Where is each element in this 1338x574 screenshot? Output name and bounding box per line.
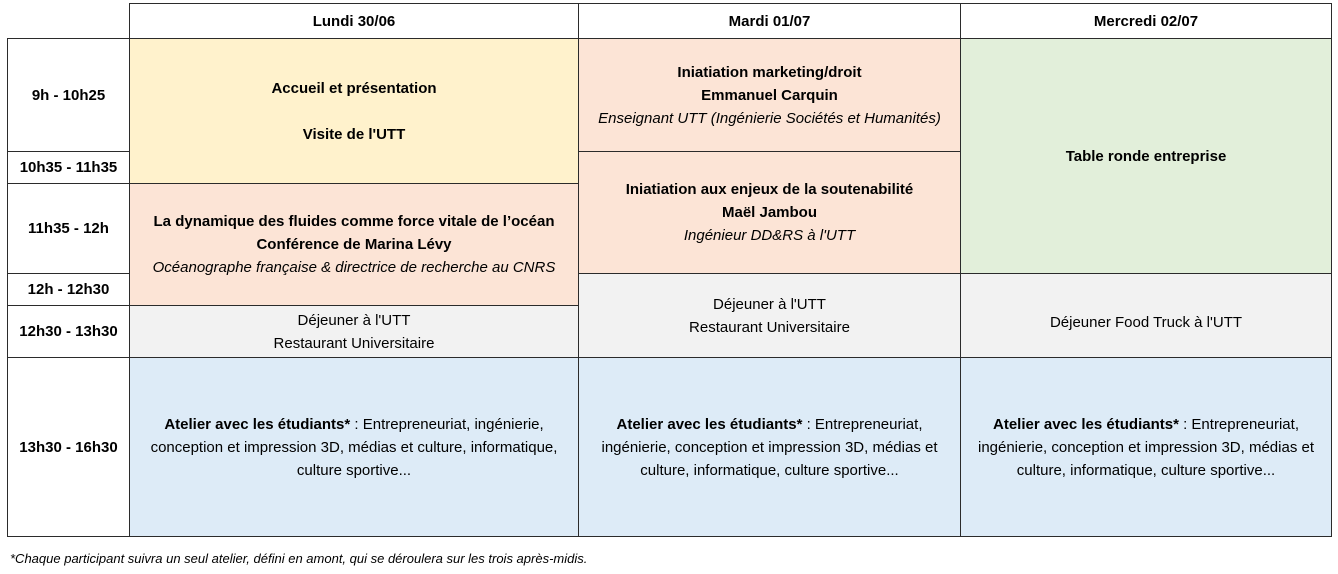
session-marketing bbox=[578, 38, 961, 152]
workshop-topics: : Entrepreneuriat, ingénierie, conception et impression 3D, médias et culture, informatique, culture sportive... bbox=[601, 415, 938, 479]
session-role: Enseignant UTT (Ingénierie Sociétés et Humanités) bbox=[598, 109, 941, 127]
lunch-line: Déjeuner à l'UTT bbox=[713, 295, 826, 313]
footnote: *Chaque participant suivra un seul atelier, défini en amont, qui se déroulera sur les trois après-midis. bbox=[10, 551, 588, 566]
session-lunch-tuesday bbox=[578, 273, 961, 358]
session-lunch-wednesday bbox=[960, 273, 1332, 358]
header-day-tuesday bbox=[578, 3, 961, 39]
day-label: Mardi 01/07 bbox=[728, 12, 811, 30]
lunch-line: Restaurant Universitaire bbox=[689, 318, 850, 336]
time-slot: 9h - 10h25 bbox=[7, 38, 130, 152]
session-welcome bbox=[129, 38, 579, 184]
session-role: Océanographe française & directrice de recherche au CNRS bbox=[152, 259, 556, 276]
workshop-text bbox=[579, 413, 960, 482]
time-slot: 10h35 - 11h35 bbox=[7, 151, 130, 184]
lunch-line: Déjeuner à l'UTT bbox=[297, 311, 411, 329]
session-workshop-wednesday bbox=[960, 357, 1332, 537]
session-title: Visite de l'UTT bbox=[302, 125, 406, 143]
session-title: La dynamique des fluides comme force vitale de l’océan bbox=[153, 213, 555, 230]
workshop-label: Atelier avec les étudiants* bbox=[616, 415, 803, 433]
lunch-line: Restaurant Universitaire bbox=[273, 334, 435, 352]
session-role: Ingénieur DD&RS à l'UTT bbox=[683, 227, 856, 244]
workshop-label: Atelier avec les étudiants* bbox=[993, 415, 1179, 433]
header-day-wednesday bbox=[960, 3, 1332, 39]
session-title: Iniatiation marketing/droit bbox=[677, 63, 862, 81]
workshop-label: Atelier avec les étudiants* bbox=[164, 415, 351, 433]
session-workshop-monday bbox=[129, 357, 579, 537]
session-speaker: Maël Jambou bbox=[721, 204, 818, 221]
session-workshop-tuesday bbox=[578, 357, 961, 537]
session-title: Accueil et présentation bbox=[271, 79, 437, 97]
lunch-line: Déjeuner Food Truck à l'UTT bbox=[1049, 314, 1243, 331]
time-slot: 12h30 - 13h30 bbox=[7, 305, 130, 358]
workshop-topics: : Entrepreneuriat, ingénierie, conception et impression 3D, médias et culture, informatique, culture sportive... bbox=[977, 415, 1314, 479]
day-label: Mercredi 02/07 bbox=[1093, 12, 1199, 30]
workshop-text bbox=[961, 413, 1331, 482]
time-slot: 11h35 - 12h bbox=[7, 183, 130, 274]
session-title: Iniatiation aux enjeux de la soutenabilité bbox=[625, 181, 914, 198]
day-label: Lundi 30/06 bbox=[312, 12, 396, 30]
session-roundtable bbox=[960, 38, 1332, 274]
session-conference bbox=[129, 183, 579, 306]
session-lunch-monday bbox=[129, 305, 579, 358]
header-day-monday bbox=[129, 3, 579, 39]
session-title: Table ronde entreprise bbox=[1065, 147, 1227, 165]
workshop-topics: : Entrepreneuriat, ingénierie, conception et impression 3D, médias et culture, informatique, culture sportive... bbox=[150, 415, 558, 479]
session-speaker: Conférence de Marina Lévy bbox=[256, 236, 452, 253]
session-sustainability bbox=[578, 151, 961, 274]
time-slot: 13h30 - 16h30 bbox=[7, 357, 130, 537]
time-slot: 12h - 12h30 bbox=[7, 273, 130, 306]
workshop-text bbox=[130, 413, 578, 482]
session-speaker: Emmanuel Carquin bbox=[701, 86, 838, 104]
